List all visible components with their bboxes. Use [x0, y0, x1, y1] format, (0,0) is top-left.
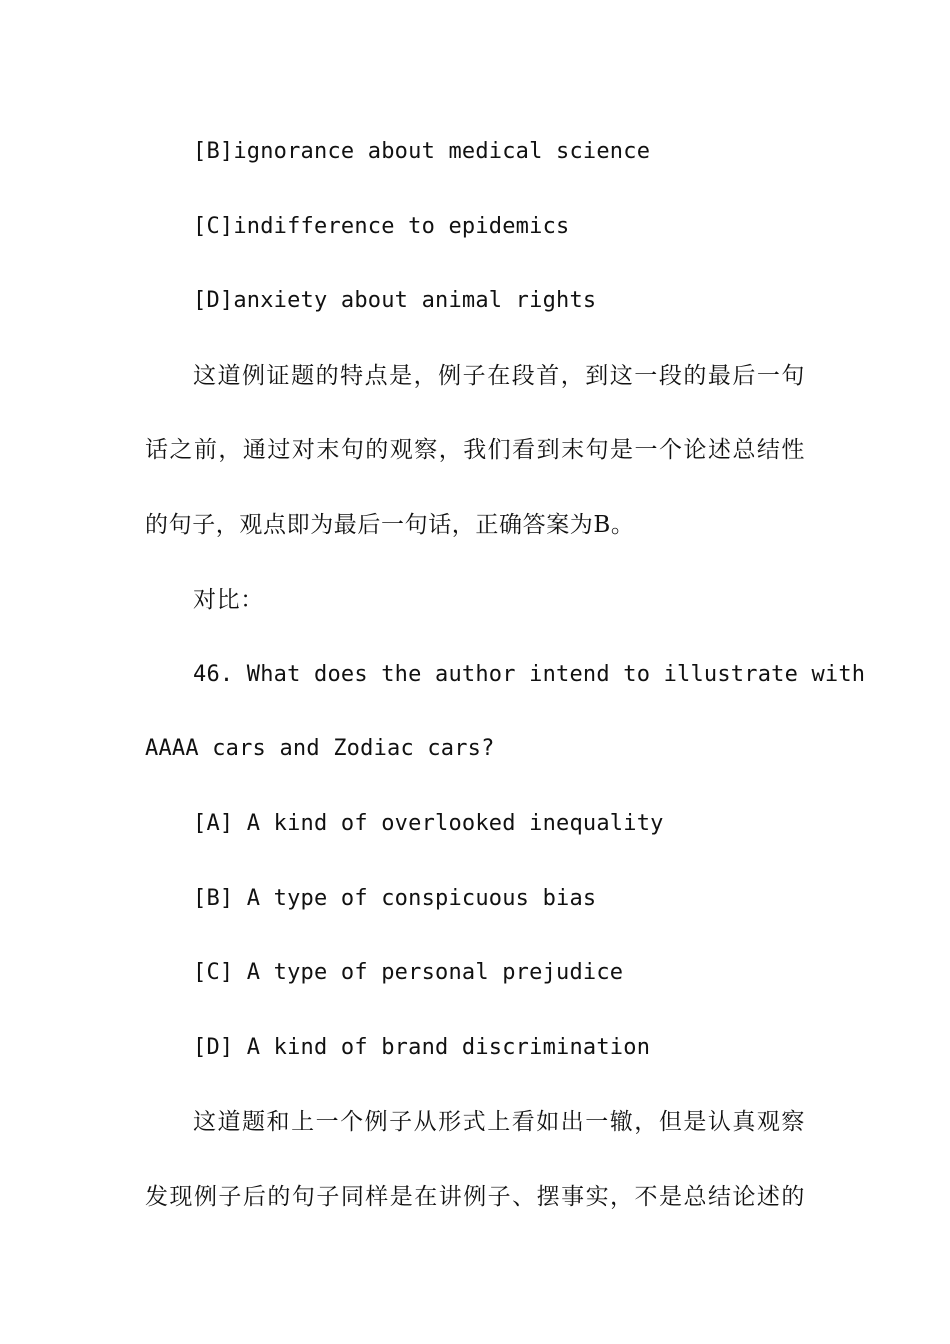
option-a-line: [A] A kind of overlooked inequality [193, 811, 664, 836]
question-line: AAAA cars and Zodiac cars? [145, 736, 495, 761]
question-line: 46. What does the author intend to illustrate with [193, 662, 866, 687]
comparison-heading: 对比： [193, 587, 264, 613]
option-c-line: [C]indifference to epidemics [193, 214, 570, 239]
paragraph-line: 发现例子后的句子同样是在讲例子、摆事实，不是总结论述的 [145, 1184, 805, 1210]
option-c-line: [C] A type of personal prejudice [193, 960, 624, 985]
option-d-line: [D]anxiety about animal rights [193, 288, 597, 313]
paragraph-line: 这道题和上一个例子从形式上看如出一辙，但是认真观察 [193, 1109, 805, 1135]
option-b-line: [B] A type of conspicuous bias [193, 886, 597, 911]
paragraph-line: 这道例证题的特点是，例子在段首，到这一段的最后一句 [193, 363, 805, 389]
option-b-line: [B]ignorance about medical science [193, 139, 651, 164]
paragraph-line: 的句子，观点即为最后一句话，正确答案为B。 [145, 512, 635, 538]
option-d-line: [D] A kind of brand discrimination [193, 1035, 651, 1060]
paragraph-line: 话之前，通过对末句的观察，我们看到末句是一个论述总结性 [145, 437, 805, 463]
